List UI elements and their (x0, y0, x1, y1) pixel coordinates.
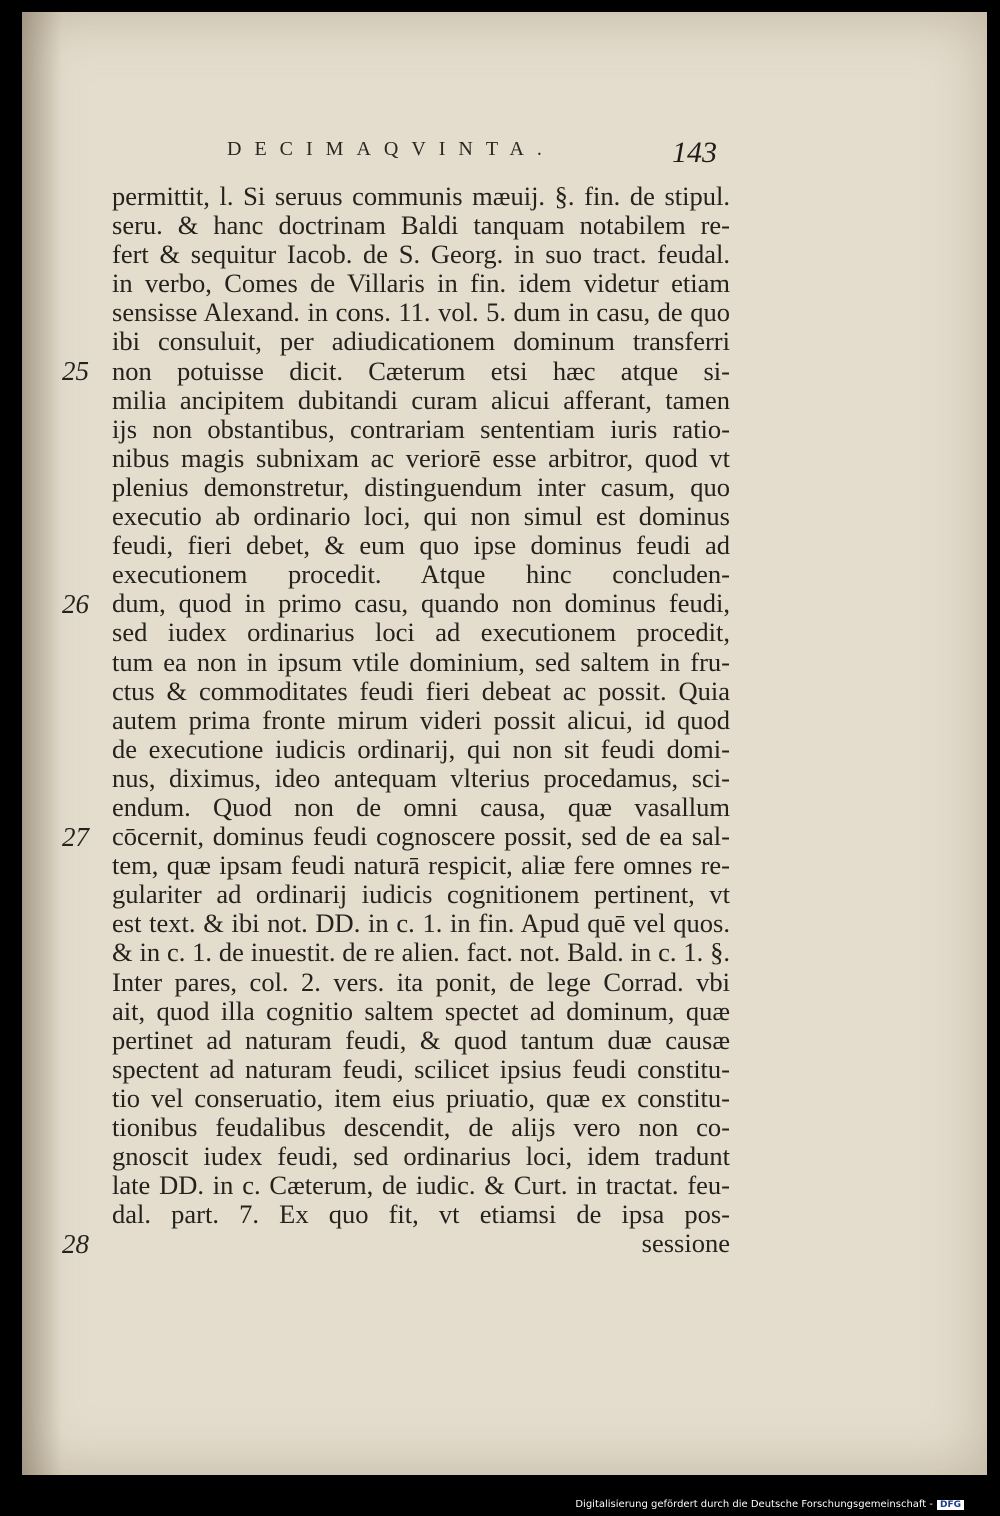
text-line: milia ancipitem dubitandi curam alicui afferant, tamen (112, 384, 730, 415)
marginal-number: 26 (62, 589, 89, 619)
text-line: sed iudex ordinarius loci ad executionem procedit, (112, 617, 730, 648)
marginal-number: 25 (62, 356, 89, 386)
text-line: tum ea non in ipsum vtile dominium, sed saltem in fru- (112, 646, 730, 677)
text-line: tem, quæ ipsam feudi naturā respicit, aliæ fere omnes re- (112, 850, 730, 881)
text-line: gnoscit iudex feudi, sed ordinarius loci, idem tradunt (112, 1141, 730, 1172)
text-line: autem prima fronte mirum videri possit alicui, id quod (112, 704, 730, 735)
text-line: dal. part. 7. Ex quo fit, vt etiamsi de ipsa pos- (112, 1199, 730, 1230)
text-line: plenius demonstretur, distinguendum inter casum, quo (112, 471, 730, 502)
text-line: ibi consuluit, per adiudicationem dominum transferri (112, 326, 730, 357)
text-line: in verbo, Comes de Villaris in fin. idem videtur etiam (112, 268, 730, 299)
text-line: sensisse Alexand. in cons. 11. vol. 5. dum in casu, de quo (112, 297, 730, 328)
text-line: tio vel conseruatio, item eius priuatio, quæ ex constitu- (112, 1082, 730, 1113)
text-line: feudi, fieri debet, & eum quo ipse dominus feudi ad (112, 530, 730, 561)
digitization-footer (575, 1499, 964, 1510)
page-number: 143 (672, 136, 717, 169)
text-line: seru. & hanc doctrinam Baldi tanquam notabilem re- (112, 210, 730, 241)
catchword: sessione (641, 1228, 730, 1259)
text-line: ijs non obstantibus, contrariam sententiam iuris ratio- (112, 413, 730, 444)
text-line: nibus magis subnixam ac veriorē esse arbitror, quod vt (112, 442, 730, 473)
text-line: ait, quod illa cognitio saltem spectet ad dominum, quæ (112, 995, 730, 1026)
marginal-number: 27 (62, 822, 89, 852)
text-line: non potuisse dicit. Cæterum etsi hæc atque si- (112, 355, 730, 386)
text-line: cōcernit, dominus feudi cognoscere possit, sed de ea sal- (112, 821, 730, 852)
book-page (22, 12, 987, 1475)
text-line: fert & sequitur Iacob. de S. Georg. in suo tract. feudal. (112, 239, 730, 270)
text-line: dum, quod in primo casu, quando non dominus feudi, (112, 588, 730, 619)
text-line: gulariter ad ordinarij iudicis cognitionem pertinent, vt (112, 879, 730, 910)
body-text (62, 181, 730, 1259)
text-line: spectent ad naturam feudi, scilicet ipsius feudi constitu- (112, 1053, 730, 1084)
text-line: endum. Quod non de omni causa, quæ vasallum (112, 791, 730, 822)
text-line: executio ab ordinario loci, qui non simul est dominus (112, 501, 730, 532)
dfg-logo: DFG (937, 1500, 964, 1510)
text-line: & in c. 1. de inuestit. de re alien. fact. not. Bald. in c. 1. §. (112, 937, 730, 968)
text-line: nus, diximus, ideo antequam vlterius procedamus, sci- (112, 762, 730, 793)
text-line: de executione iudicis ordinarij, qui non sit feudi domi- (112, 733, 730, 764)
text-line: executionem procedit. Atque hinc concluden- (112, 559, 730, 590)
marginal-number: 28 (62, 1229, 89, 1259)
text-line: Inter pares, col. 2. vers. ita ponit, de lege Corrad. vbi (112, 966, 730, 997)
text-line: est text. & ibi not. DD. in c. 1. in fin. Apud quē vel quos. (112, 908, 730, 939)
running-head: DECIMAQVINTA. (227, 138, 555, 160)
footer-text: Digitalisierung gefördert durch die Deutsche Forschungsgemeinschaft - (575, 1499, 933, 1510)
text-line: late DD. in c. Cæterum, de iudic. & Curt. in tractat. feu- (112, 1170, 730, 1201)
text-line: pertinet ad naturam feudi, & quod tantum duæ causæ (112, 1024, 730, 1055)
text-line: tionibus feudalibus descendit, de alijs vero non co- (112, 1112, 730, 1142)
text-line: ctus & commoditates feudi fieri debeat ac possit. Quia (112, 675, 730, 706)
text-line: permittit, l. Si seruus communis mæuij. §. fin. de stipul. (112, 181, 730, 211)
